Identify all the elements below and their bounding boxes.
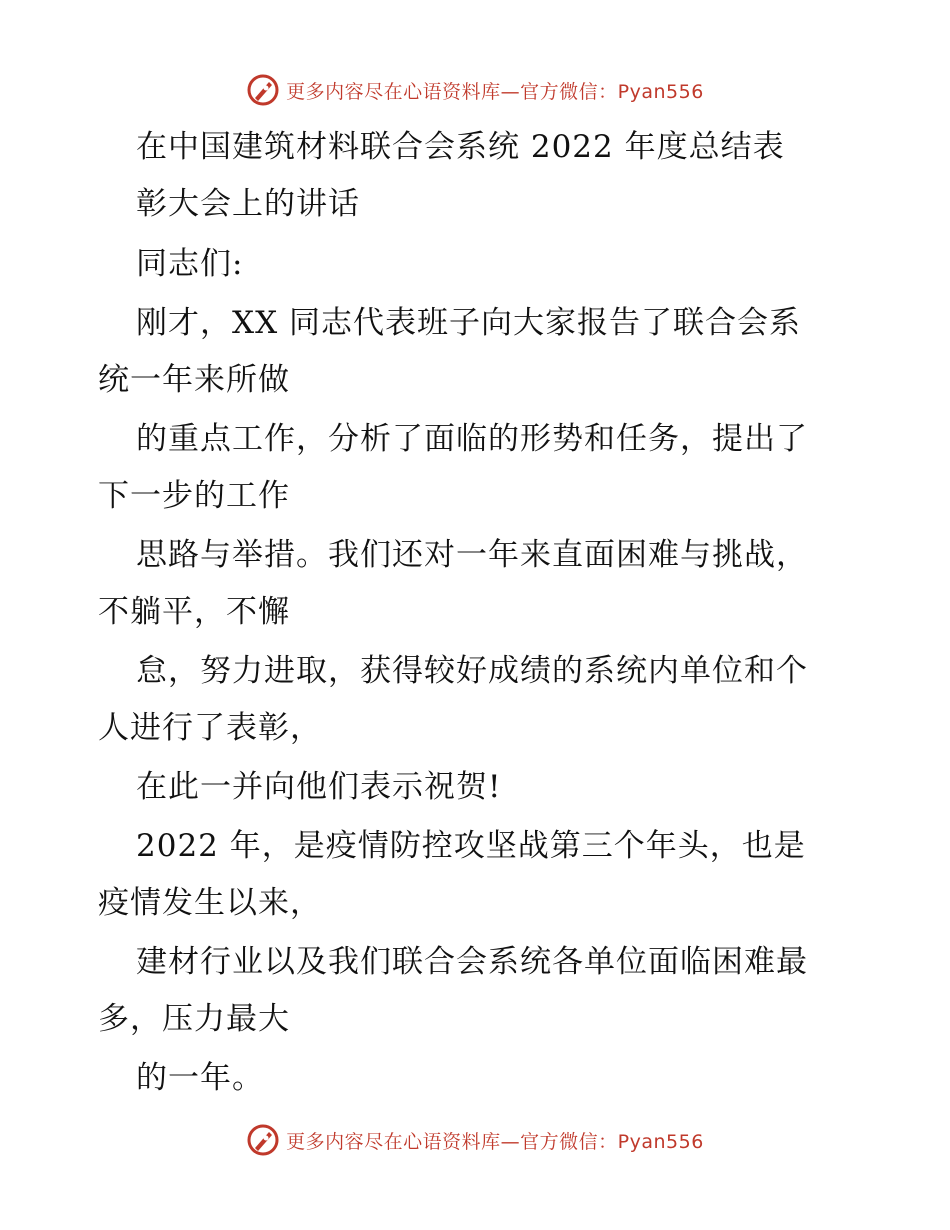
header-watermark — [0, 70, 950, 110]
paragraph-line: 的重点工作，分析了面临的形势和任务，提出了 — [136, 421, 808, 457]
footer-watermark — [0, 1120, 950, 1160]
salutation: 同志们: — [136, 246, 244, 282]
paragraph-line: 建材行业以及我们联合会系统各单位面临困难最 — [136, 944, 808, 980]
pen-circle-logo-icon — [246, 1123, 280, 1157]
watermark-text: 更多内容尽在心语资料库—官方微信：Pyan556 — [286, 80, 704, 103]
paragraph-line: 2022 年，是疫情防控攻坚战第三个年头，也是 — [136, 828, 806, 864]
paragraph-line: 的一年。 — [136, 1060, 264, 1096]
paragraph-line: 思路与举措。我们还对一年来直面困难与挑战， — [136, 537, 808, 573]
watermark-text: 更多内容尽在心语资料库—官方微信：Pyan556 — [286, 1130, 704, 1153]
paragraph-line: 不躺平，不懈 — [98, 594, 290, 630]
paragraph-line: 在此一并向他们表示祝贺! — [136, 769, 502, 805]
pen-circle-logo-icon — [246, 73, 280, 107]
paragraph-line: 下一步的工作 — [98, 478, 290, 514]
paragraph-line: 人进行了表彰， — [98, 710, 322, 746]
paragraph-line: 多，压力最大 — [98, 1001, 290, 1037]
paragraph-line: 疫情发生以来， — [98, 885, 322, 921]
title-line-2: 彰大会上的讲话 — [136, 186, 360, 222]
paragraph-line: 怠，努力进取，获得较好成绩的系统内单位和个 — [136, 653, 808, 689]
title-line-1: 在中国建筑材料联合会系统 2022 年度总结表 — [136, 129, 785, 165]
paragraph-line: 统一年来所做 — [98, 362, 290, 398]
paragraph-line: 刚才，XX 同志代表班子向大家报告了联合会系 — [136, 305, 801, 341]
